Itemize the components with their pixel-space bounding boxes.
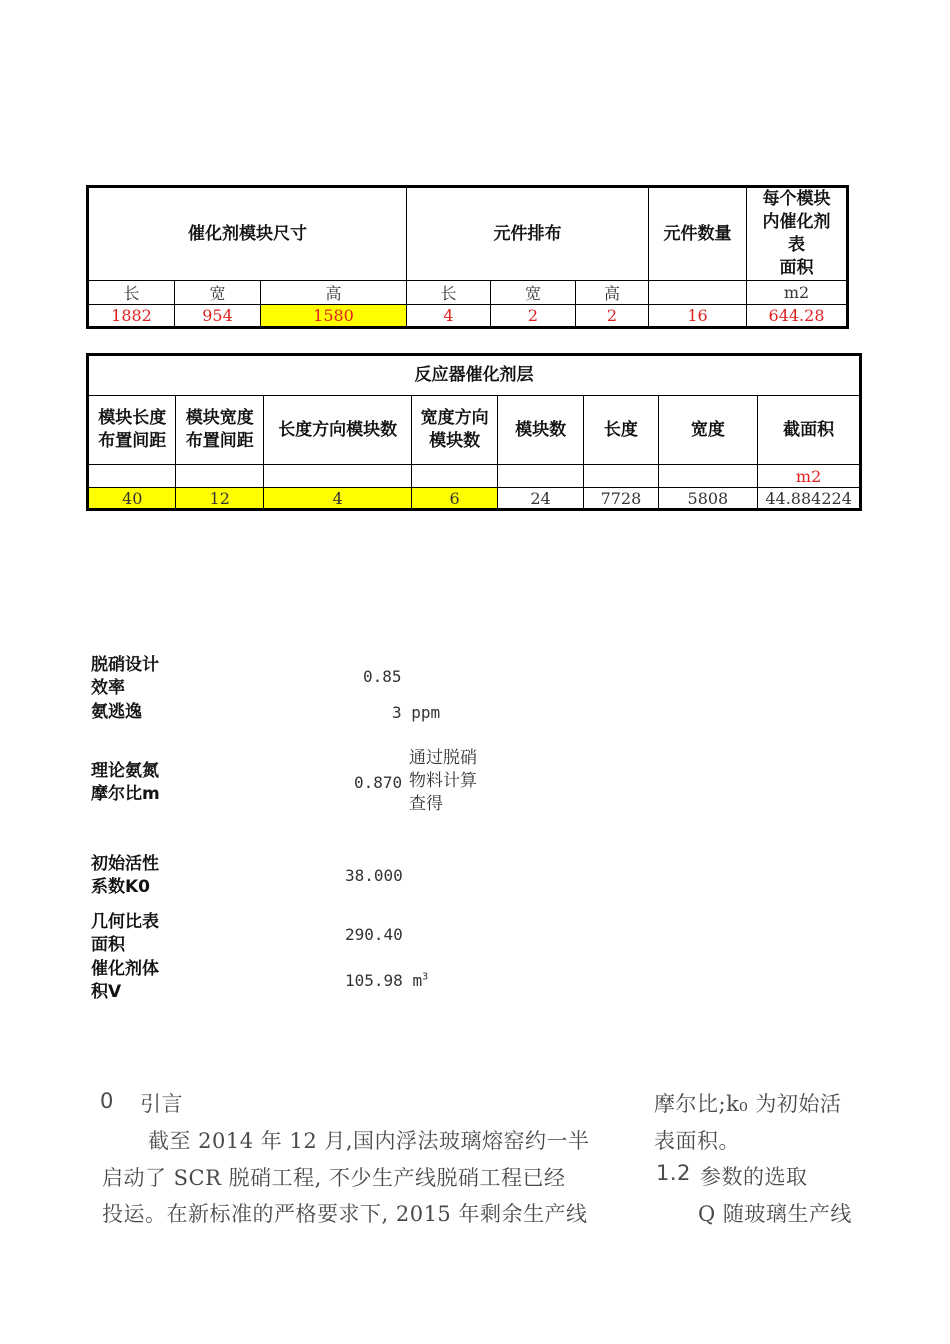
section-number: 0 [100,1089,114,1113]
subsection-title: 参数的选取 [700,1165,808,1189]
label-line: 初始活性 [91,854,159,874]
unit-cell: 高 [261,281,407,305]
value-width-module-count[interactable]: 6 [412,488,497,510]
unit-cell: 宽 [175,281,261,305]
header-line: 模块长度 [98,408,167,428]
header-line: 布置间距 [98,431,167,451]
article-line: 表面积。 [654,1129,740,1153]
note-line: 通过脱硝 [409,748,477,768]
value-length[interactable]: 7728 [584,488,658,510]
header-line: 每个模块 [762,189,831,209]
label-line: 系数K0 [91,877,151,897]
label-ammonia-slip: 氨逃逸 [91,702,142,722]
unit-cell [176,465,263,488]
ammonia-slip-number: 3 [392,703,402,722]
header-line: 宽度方向 [420,408,489,428]
header-module-length-spacing [88,396,176,465]
value-width-spacing[interactable]: 12 [176,488,263,510]
section-title: 引言 [140,1092,183,1116]
value-width[interactable]: 5808 [658,488,758,510]
label-line: 摩尔比m [91,784,160,804]
header-line: 模块宽度 [185,408,254,428]
value-element-length[interactable]: 4 [407,305,491,328]
reactor-table-wrapper [86,353,852,513]
header-module-size: 催化剂模块尺寸 [88,187,407,281]
catalyst-module-table [86,185,849,329]
unit-cell [497,465,583,488]
value-surface-area[interactable]: 644.28 [747,305,848,328]
article-line: 截至 2014 年 12 月,国内浮法玻璃熔窑约一半 [148,1129,590,1153]
label-line: 理论氨氮 [91,761,159,781]
article-excerpt-right [652,1085,852,1226]
unit-cell: 长 [88,281,175,305]
value-length-spacing[interactable]: 40 [88,488,176,510]
header-width: 宽度 [658,396,758,465]
ammonia-slip-unit: ppm [411,703,441,722]
header-length-module-count: 长度方向模块数 [263,396,411,465]
value-cross-section[interactable]: 44.884224 [758,488,861,510]
value-height[interactable]: 1580 [261,305,407,328]
header-line: 内催化剂 [762,212,831,232]
unit-cell: 高 [576,281,649,305]
value-ammonia-slip[interactable] [392,703,440,722]
subsection-number: 1.2 [656,1161,691,1185]
value-molar-ratio[interactable]: 0.870 [354,773,403,792]
note-line: 物料计算 [409,771,477,791]
label-line: 积V [91,982,122,1002]
label-denox-efficiency [91,654,159,700]
note-molar-ratio [409,747,477,816]
label-molar-ratio [91,760,160,806]
unit-cell [88,465,176,488]
value-width[interactable]: 954 [175,305,261,328]
header-element-count: 元件数量 [649,187,747,281]
value-length-module-count[interactable]: 4 [263,488,411,510]
value-geometric-surface[interactable]: 290.40 [345,925,403,944]
label-line: 几何比表 [91,912,159,932]
value-element-width[interactable]: 2 [491,305,576,328]
unit-cell: 长 [407,281,491,305]
label-initial-activity [91,853,159,899]
label-line: 脱硝设计 [91,655,159,675]
article-line: 投运。在新标准的严格要求下, 2015 年剩余生产线 [102,1202,588,1226]
value-element-count[interactable]: 16 [649,305,747,328]
header-surface-area-per-module [747,187,848,281]
header-line: 布置间距 [185,431,254,451]
label-line: 面积 [91,935,125,955]
value-length[interactable]: 1882 [88,305,175,328]
article-line: 启动了 SCR 脱硝工程, 不少生产线脱硝工程已经 [102,1166,566,1190]
catalyst-volume-unit-exponent: 3 [422,971,429,983]
unit-cell: m2 [747,281,848,305]
catalyst-volume-unit: m [412,971,423,990]
catalyst-volume-number: 105.98 [345,971,403,990]
reactor-catalyst-layer-table [86,353,862,511]
label-catalyst-volume [91,958,159,1004]
header-module-width-spacing [176,396,263,465]
unit-cell [412,465,497,488]
label-line: 效率 [91,678,125,698]
note-line: 查得 [409,794,443,814]
unit-cell [649,281,747,305]
unit-cell [658,465,758,488]
header-cross-section: 截面积 [758,396,861,465]
header-line: 模块数 [429,431,481,451]
header-element-layout: 元件排布 [407,187,649,281]
label-geometric-surface [91,911,159,957]
article-excerpt-left [98,1085,610,1226]
value-catalyst-volume[interactable] [345,971,428,990]
header-line: 面积 [779,258,814,278]
unit-cell: 宽 [491,281,576,305]
header-width-module-count [412,396,497,465]
value-element-height[interactable]: 2 [576,305,649,328]
reactor-title: 反应器催化剂层 [88,355,861,396]
article-line: Q 随玻璃生产线 [698,1202,852,1226]
unit-cell [263,465,411,488]
label-line: 催化剂体 [91,959,159,979]
unit-cell [584,465,658,488]
value-denox-efficiency[interactable]: 0.85 [363,667,402,686]
header-line: 表 [788,235,806,255]
value-initial-activity[interactable]: 38.000 [345,866,403,885]
header-module-count: 模块数 [497,396,583,465]
header-length: 长度 [584,396,658,465]
article-line: 摩尔比;k₀ 为初始活 [654,1092,842,1116]
unit-cell: m2 [758,465,861,488]
value-module-count[interactable]: 24 [497,488,583,510]
